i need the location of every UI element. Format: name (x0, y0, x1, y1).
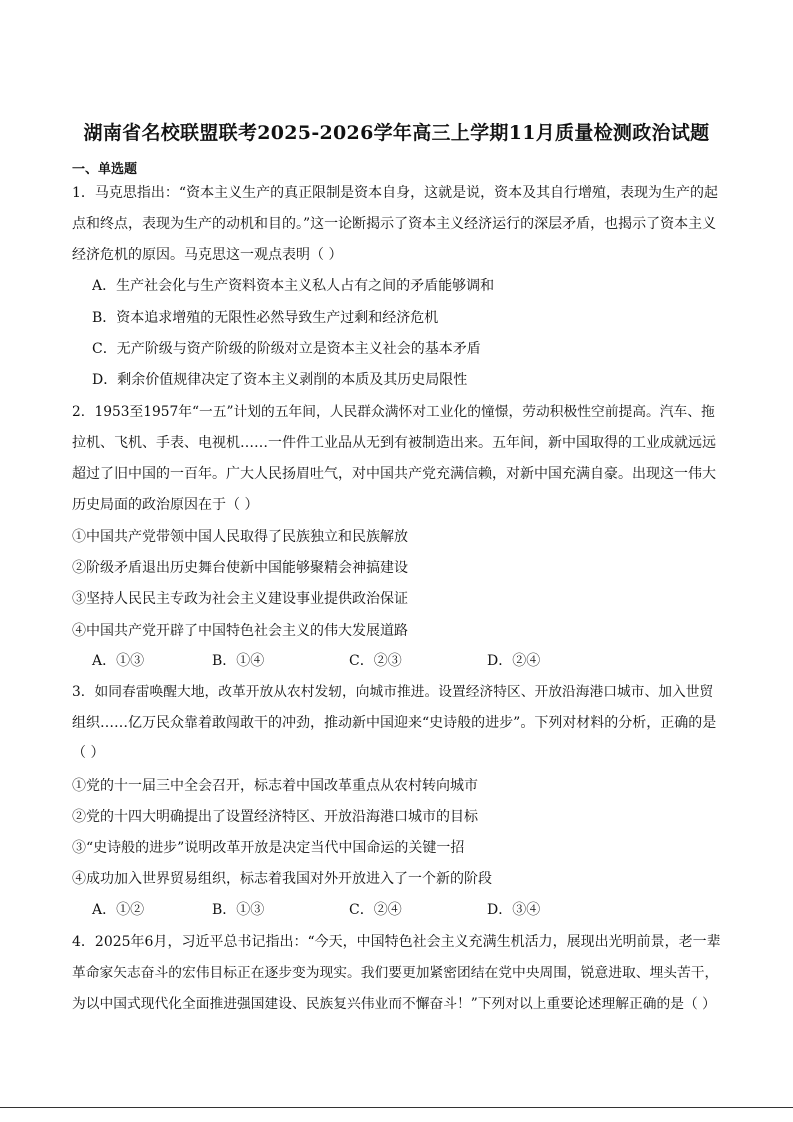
q2-statement: ①中国共产党带领中国人民取得了民族独立和民族解放 (72, 529, 408, 545)
q2-stem-line: 2．1953至1957年“一五”计划的五年间，人民群众满怀对工业化的憧憬，劳动积极性空前提高。汽车、拖 (72, 404, 715, 420)
q2-statement: ②阶级矛盾退出历史舞台使新中国能够聚精会神搞建设 (72, 560, 408, 576)
q2-stem-line: 拉机、飞机、手表、电视机……一件件工业品从无到有被制造出来。五年间，新中国取得的工业成就远远 (72, 435, 716, 451)
section-heading: 一、单选题 (72, 162, 138, 177)
q1-stem-line: 经济危机的原因。马克思这一观点表明（ ） (72, 247, 343, 263)
page-bottom-divider (0, 1107, 793, 1108)
q3-choice-a: A．①② (92, 902, 145, 918)
q1-option-b: B．资本追求增殖的无限性必然导致生产过剩和经济危机 (92, 310, 439, 326)
q2-choices (92, 651, 724, 671)
page-title: 湖南省名校联盟联考2025-2026学年高三上学期11月质量检测政治试题 (83, 122, 710, 144)
q1-option-c: C．无产阶级与资产阶级的阶级对立是资本主义社会的基本矛盾 (92, 341, 481, 357)
q3-choice-c: C．②④ (349, 902, 402, 918)
q2-choice-a: A．①③ (92, 653, 145, 669)
q3-choice-b: B．①③ (212, 902, 265, 918)
q2-choice-c: C．②③ (349, 653, 402, 669)
q2-stem-line: 历史局面的政治原因在于（ ） (72, 497, 259, 513)
q3-stem-line: 组织……亿万民众靠着敢闯敢干的冲劲，推动新中国迎来“史诗般的进步”。下列对材料的分析，正确的是 (72, 715, 717, 731)
q3-stem-line: 3．如同春雷唤醒大地，改革开放从农村发轫，向城市推进。设置经济特区、开放沿海港口城市、加入世贸 (72, 684, 714, 700)
q1-option-a: A．生产社会化与生产资料资本主义私人占有之间的矛盾能够调和 (92, 278, 495, 294)
q3-statement: ②党的十四大明确提出了设置经济特区、开放沿海港口城市的目标 (72, 809, 478, 825)
q4-stem-line: 革命家矢志奋斗的宏伟目标正在逐步变为现实。我们要更加紧密团结在党中央周围，锐意进取、埋头苦干， (72, 965, 719, 981)
q2-statement: ④中国共产党开辟了中国特色社会主义的伟大发展道路 (72, 623, 408, 639)
q3-choice-d: D．③④ (487, 902, 541, 918)
q1-stem-line: 点和终点，表现为生产的动机和目的。”这一论断揭示了资本主义经济运行的深层矛盾，也揭示了资本主义 (72, 216, 717, 232)
q3-statement: ①党的十一届三中全会召开，标志着中国改革重点从农村转向城市 (72, 778, 478, 794)
q3-statement: ③“史诗般的进步”说明改革开放是决定当代中国命运的关键一招 (72, 840, 465, 856)
q3-choices (92, 900, 724, 920)
q2-choice-d: D．②④ (487, 653, 541, 669)
q1-stem-line: 1．马克思指出：“资本主义生产的真正限制是资本自身，这就是说，资本及其自行增殖，表现为生产的起 (72, 185, 719, 201)
q1-option-d: D．剩余价值规律决定了资本主义剥削的本质及其历史局限性 (92, 372, 468, 388)
q2-statement: ③坚持人民民主专政为社会主义建设事业提供政治保证 (72, 591, 408, 607)
q2-choice-b: B．①④ (212, 653, 265, 669)
q3-statement: ④成功加入世界贸易组织，标志着我国对外开放进入了一个新的阶段 (72, 871, 492, 887)
q3-stem-line: （ ） (72, 745, 105, 761)
q2-stem-line: 超过了旧中国的一百年。广大人民扬眉吐气，对中国共产党充满信赖，对新中国充满自豪。出现这一伟大 (72, 466, 716, 482)
q4-stem-line: 4．2025年6月，习近平总书记指出：“今天，中国特色社会主义充满生机活力，展现出光明前景，老一辈 (72, 934, 721, 950)
q4-stem-line: 为以中国式现代化全面推进强国建设、民族复兴伟业而不懈奋斗！”下列对以上重要论述理解正确的是（ ） (72, 996, 716, 1012)
